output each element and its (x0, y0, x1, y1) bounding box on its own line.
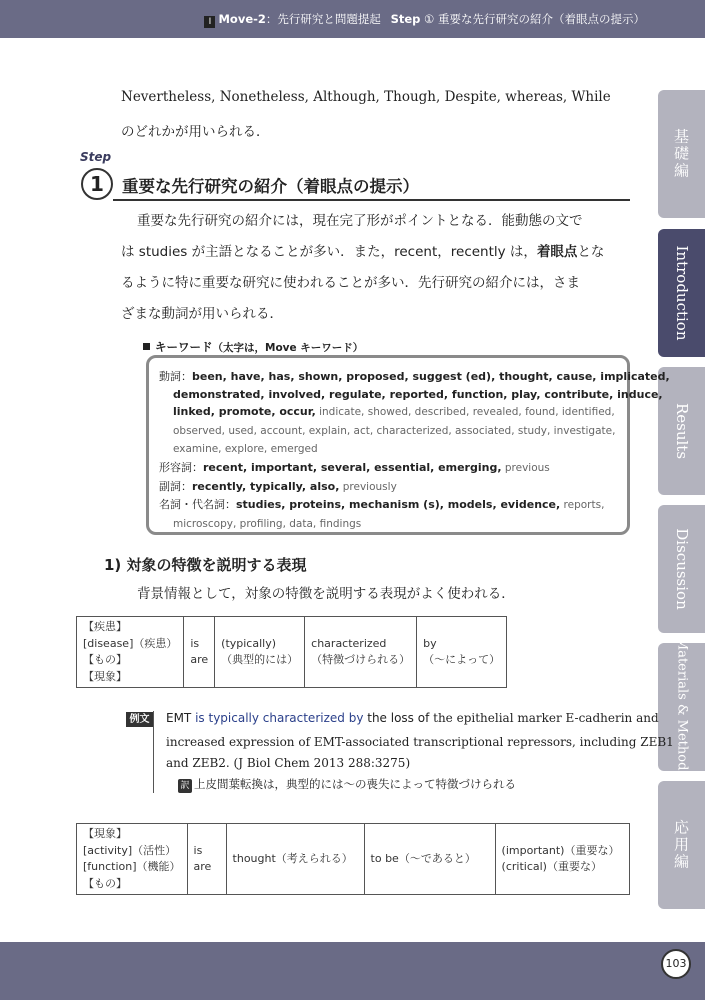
kw-verbs-line-3 (159, 403, 615, 422)
kw-verbs-bold-2: demonstrated, involved, regulate, reported, function, play, contribute, induce, (173, 387, 663, 401)
keywords-box (146, 355, 670, 535)
kw-verbs-bold-1: been, have, has, shown, proposed, suggest (ed), thought, cause, implicated, (192, 370, 670, 383)
table-cell (305, 617, 417, 688)
kw-adv-label: 副詞： (159, 479, 192, 493)
kw-noun-line-1 (159, 496, 615, 515)
cell-line: 【もの】 (83, 653, 127, 666)
body-line-2a: は studies が主語となることが多い．また，recent，recently は， (121, 244, 537, 260)
tab-discussion[interactable] (658, 505, 705, 633)
kw-adv-line (159, 478, 615, 497)
cell-line: (typically) (221, 636, 277, 650)
header-move: Move-2 (218, 12, 266, 26)
body-line-3: るように特に重要な研究に使われることが多い．先行研究の紹介には，さま (121, 275, 580, 291)
cell-line: （～によって） (423, 653, 501, 666)
body-line-2b: とな (577, 244, 605, 260)
kw-verbs-plain-3: indicate, showed, described, revealed, found, identified, (315, 406, 615, 419)
cell-line: 【現象】 (83, 827, 127, 840)
section-para: 背景情報として，対象の特徴を説明する表現がよく使われる． (137, 586, 515, 602)
table-cell (215, 617, 305, 688)
tab-results[interactable] (658, 367, 705, 495)
intro-line-1: Nevertheless, Nonetheless, Although, Though, Despite, whereas, While (121, 89, 611, 105)
header-step-title: 重要な先行研究の紹介（着眼点の提示） (438, 12, 645, 26)
cell-line: are (193, 860, 212, 873)
body-line-2-bold: 着眼点 (536, 244, 578, 260)
cell-line: [function]（機能） (83, 860, 181, 873)
translation-text: 上皮間葉転換は，典型的には～の喪失によって特徴づけられる (194, 777, 516, 791)
table-row (77, 617, 507, 688)
body-line-1: 重要な先行研究の紹介には，現在完了形がポイントとなる．能動態の文で (137, 213, 583, 229)
kw-verbs-line-4 (159, 422, 615, 441)
kw-adj-label: 形容詞： (159, 460, 203, 474)
kw-adj-line (159, 459, 615, 478)
table-cell (495, 824, 629, 895)
example-label: 例文 (126, 712, 153, 727)
kw-noun-label: 名詞・代名詞： (159, 498, 236, 512)
table-row (77, 824, 630, 895)
keywords-title: キーワード (155, 340, 213, 354)
body-line-2 (121, 240, 631, 260)
kw-verbs-line-5 (159, 440, 615, 459)
cell-line: to be（～であると） (370, 851, 476, 865)
example-the-loss: the loss of (367, 711, 430, 725)
kw-adv-bold: recently, typically, also, (192, 479, 340, 493)
footer-bar (0, 942, 705, 1000)
section-heading: 1) 対象の特徴を説明する表現 (104, 556, 307, 574)
kw-adj-plain: previous (501, 461, 550, 474)
cell-line: [activity]（活性） (83, 843, 177, 857)
part-mark: I (204, 16, 215, 28)
cell-line: is (190, 636, 200, 650)
cell-line: is (193, 843, 203, 857)
table-cell (417, 617, 507, 688)
intro-line-2: のどれかが用いられる． (121, 124, 270, 140)
kw-verbs-bold-3: linked, promote, occur, (173, 405, 316, 419)
table-cell (187, 824, 226, 895)
tab-introduction-label: Introduction (672, 245, 691, 341)
cell-line: thought（考えられる） (232, 851, 353, 865)
kw-noun-plain: reports, (560, 499, 605, 512)
header-sep: ： (265, 12, 278, 26)
cell-line: （典型的には） (221, 653, 299, 666)
kw-verbs-plain-5: examine, explore, emerged (173, 443, 318, 456)
step-number-badge: 1 (81, 168, 113, 200)
example-rest-1: the epithelial marker E-cadherin and (429, 711, 659, 725)
cell-line: [disease]（疾患） (83, 636, 178, 650)
tab-materials-methods-label: Materials & Methods (674, 636, 689, 778)
table-cell (77, 824, 188, 895)
tab-materials-methods[interactable] (658, 636, 705, 778)
kw-adv-plain: previously (339, 480, 397, 493)
kw-verbs-line-2 (159, 386, 663, 404)
cell-line: characterized (311, 636, 387, 650)
kw-adj-bold: recent, important, several, essential, emerging, (203, 460, 502, 474)
body-line-4: ざまな動詞が用いられる． (121, 306, 283, 322)
cell-line: 【もの】 (83, 876, 127, 890)
tab-advanced-label: 応用編 (672, 819, 690, 871)
cell-line: 【現象】 (83, 669, 127, 683)
kw-noun-plain-2: microscopy, profiling, data, findings (173, 517, 362, 530)
tab-results-label: Results (672, 402, 691, 460)
tab-basics[interactable] (658, 90, 705, 218)
kw-noun-bold: studies, proteins, mechanism (s), models, evidence, (236, 498, 561, 512)
header-step: Step (390, 12, 421, 26)
expression-table-2 (76, 823, 630, 895)
example-rule (153, 711, 154, 793)
cell-line: are (190, 653, 209, 666)
kw-verbs-plain-4: observed, used, account, explain, act, characterized, associated, study, investigate, (173, 424, 616, 437)
tab-introduction[interactable] (658, 229, 705, 357)
example-translation (178, 776, 516, 793)
kw-verbs-label: 動詞： (159, 370, 192, 383)
keywords-note: （太字は，Move キーワード） (212, 342, 364, 354)
cell-line: 【疾患】 (83, 620, 127, 633)
kw-noun-line-2 (159, 515, 615, 534)
cell-line: (critical)（重要な） (501, 860, 602, 873)
page-number: 103 (661, 949, 691, 979)
expression-table-1 (76, 616, 507, 688)
cell-line: （特徴づけられる） (311, 653, 411, 666)
step-label: Step (80, 150, 112, 164)
tab-discussion-label: Discussion (672, 528, 691, 610)
example-key-phrase: is typically characterized by (195, 711, 368, 725)
header-step-no: ① (424, 12, 435, 26)
step-title-rule (113, 199, 630, 201)
table-cell (184, 617, 215, 688)
table-cell (77, 617, 184, 688)
table-cell (364, 824, 495, 895)
cell-line: by (423, 636, 437, 650)
example-emt: EMT (166, 711, 196, 725)
tab-basics-label: 基礎編 (672, 128, 690, 180)
tab-advanced[interactable] (658, 781, 705, 909)
running-header (204, 11, 645, 28)
kw-verbs-line-1 (159, 368, 670, 386)
square-bullet-icon (143, 343, 150, 350)
cell-line: (important)（重要な） (501, 843, 620, 857)
step-title: 重要な先行研究の紹介（着眼点の提示） (122, 177, 419, 196)
example-line-1 (166, 711, 659, 725)
header-section: 先行研究と問題提起 (277, 12, 381, 26)
table-cell (226, 824, 364, 895)
keywords-heading (143, 339, 363, 355)
example-line-2: increased expression of EMT-associated transcriptional repressors, including ZEB1 (166, 735, 674, 749)
translation-mark: 訳 (178, 779, 192, 793)
example-line-3: and ZEB2. (J Biol Chem 2013 288:3275) (166, 756, 411, 770)
